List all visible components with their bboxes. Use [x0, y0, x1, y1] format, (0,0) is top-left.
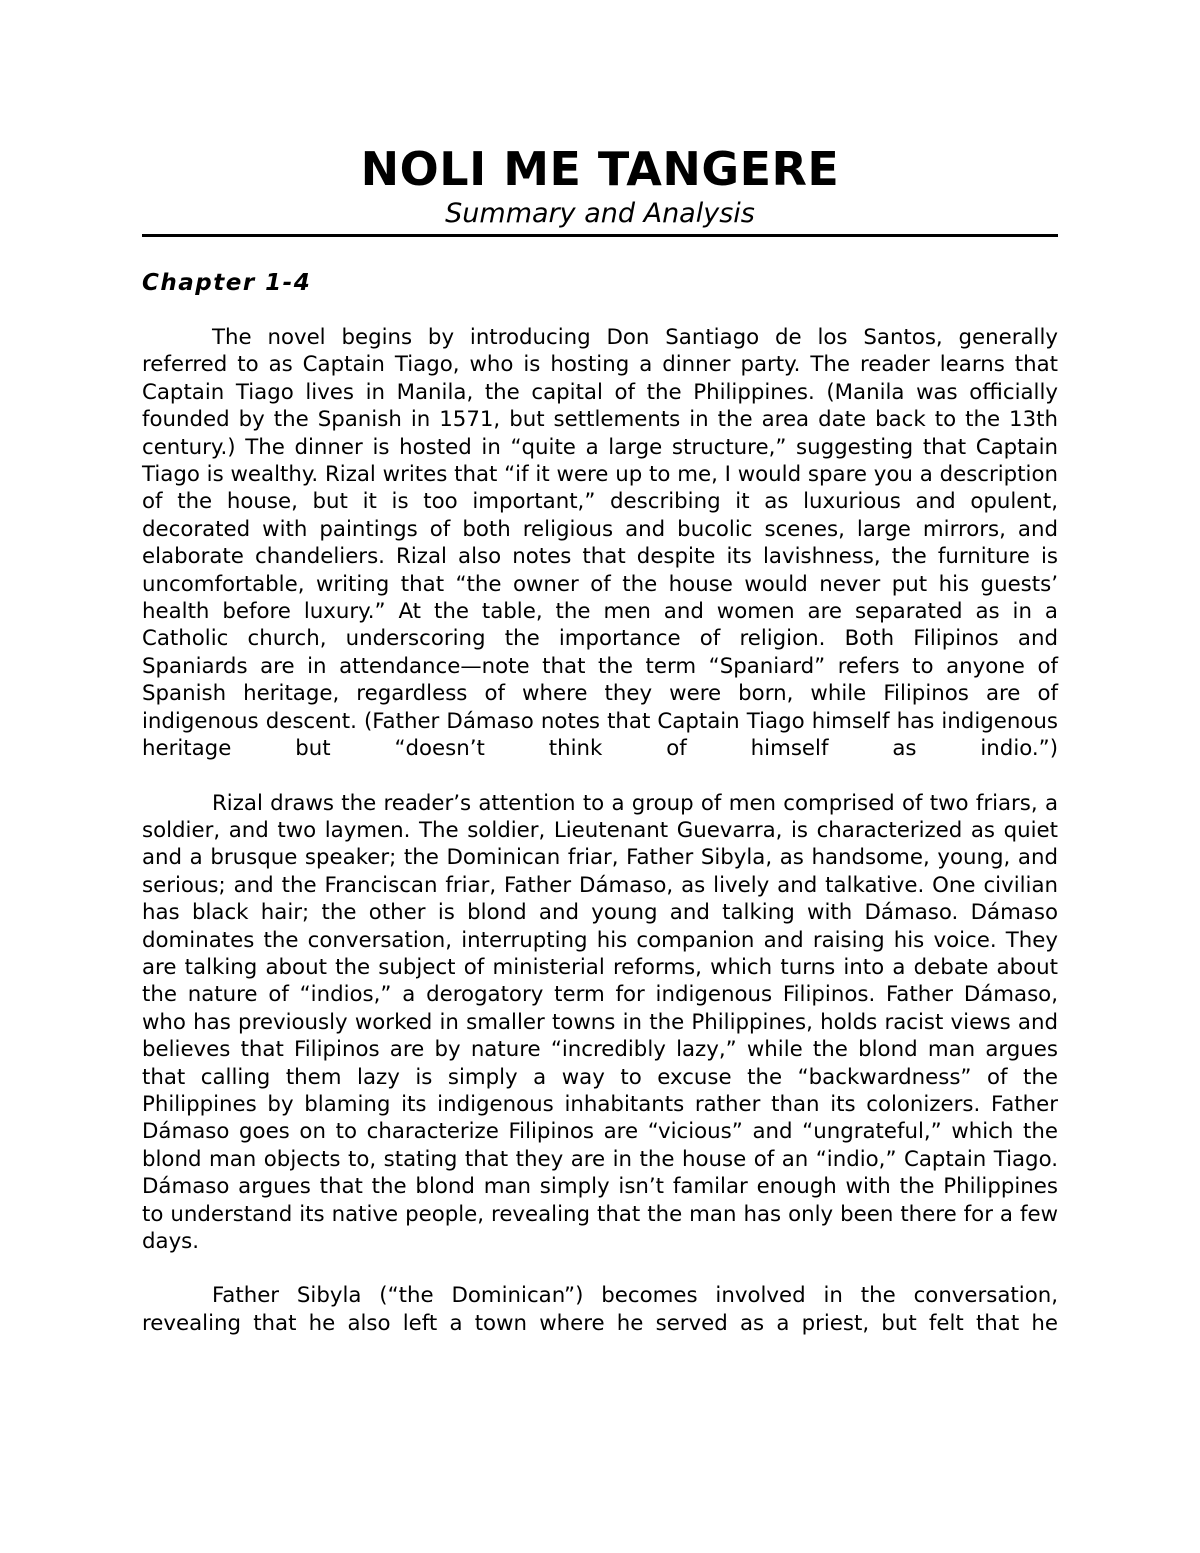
paragraph: The novel begins by introducing Don Santiago de los Santos, generally referred to as Captain Tiago, who is hosting a dinner party. The reader learns that Captain Tiago lives in Manila, the capital of the Philippines. (Manila was officially founded by the Spanish in 1571, but settlements in the area date back to the 13th century.) The dinner is hosted in “quite a large structure,” suggesting that Captain Tiago is wealthy. Rizal writes that “if it were up to me, I would spare you a description of the house, but it is too important,” describing it as luxurious and opulent, decorated with paintings of both religious and bucolic scenes, large mirrors, and elaborate chandeliers. Rizal also notes that despite its lavishness, the furniture is uncomfortable, writing that “the owner of the house would never put his guests’ health before luxury.” At the table, the men and women are separated as in a Catholic church, underscoring the importance of religion. Both Filipinos and Spaniards are in attendance—note that the term “Spaniard” refers to anyone of Spanish heritage, regardless of where they were born, while Filipinos are of indigenous descent. (Father Dámaso notes that Captain Tiago himself has indigenous heritage but “doesn’t think of himself as indio.”): [142, 325, 1058, 762]
paragraph: Rizal draws the reader’s attention to a group of men comprised of two friars, a soldier, and two laymen. The soldier, Lieutenant Guevarra, is characterized as quiet and a brusque speaker; the Dominican friar, Father Sibyla, as handsome, young, and serious; and the Franciscan friar, Father Dámaso, as lively and talkative. One civilian has black hair; the other is blond and young and talking with Dámaso. Dámaso dominates the conversation, interrupting his companion and raising his voice. They are talking about the subject of ministerial reforms, which turns into a debate about the nature of “indios,” a derogatory term for indigenous Filipinos. Father Dámaso, who has previously worked in smaller towns in the Philippines, holds racist views and believes that Filipinos are by nature “incredibly lazy,” while the blond man argues that calling them lazy is simply a way to excuse the “backwardness” of the Philippines by blaming its indigenous inhabitants rather than its colonizers. Father Dámaso goes on to characterize Filipinos are “vicious” and “ungrateful,” which the blond man objects to, stating that they are in the house of an “indio,” Captain Tiago. Dámaso argues that the blond man simply isn’t familar enough with the Philippines to understand its native people, revealing that the man has only been there for a few days.: [142, 790, 1058, 1254]
document-subtitle: Summary and Analysis: [445, 198, 755, 229]
body-text: [142, 324, 1058, 1364]
chapter-heading: Chapter 1-4: [142, 270, 312, 296]
document-title: NOLI ME TANGERE: [360, 142, 840, 196]
paragraph: Father Sibyla (“the Dominican”) becomes involved in the conversation, revealing that he also left a town where he served as a priest, but felt that he: [142, 1283, 1058, 1336]
title-divider: [142, 234, 1058, 237]
